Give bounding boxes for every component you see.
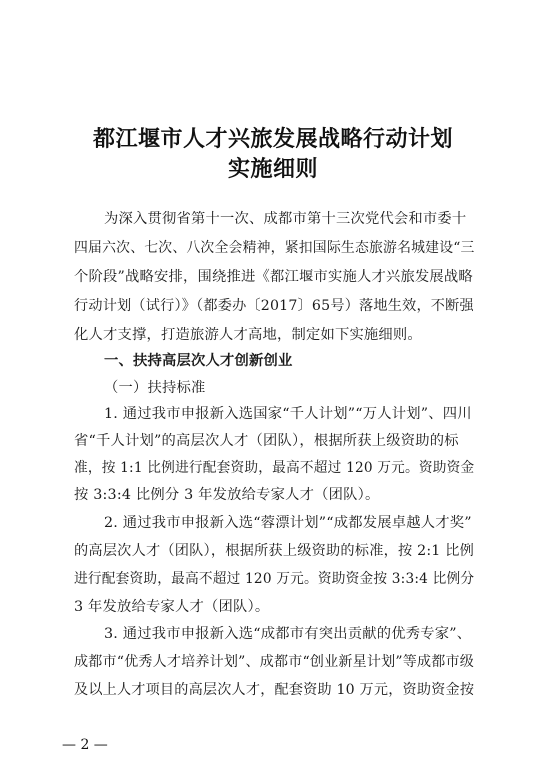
paragraph-line: 化人才支撑，打造旅游人才高地，制定如下实施细则。 xyxy=(74,327,422,343)
paragraph-line: 3. 通过我市申报新入选“成都市有突出贡献的优秀专家”、 xyxy=(104,626,472,642)
paragraph-line: 2. 通过我市申报新入选“蓉漂计划”“成都发展卓越人才奖” xyxy=(104,515,472,531)
paragraph-line: 1. 通过我市申报新入选国家“千人计划”“万人计划”、四川 xyxy=(104,406,472,422)
section-heading: 一、扶持高层次人才创新创业 xyxy=(104,353,293,369)
paragraph-line: 按 3:3:4 比例分 3 年发放给专家人才（团队）。 xyxy=(74,487,380,503)
paragraph-line: 准，按 1:1 比例进行配套资助，最高不超过 120 万元。资助资金 xyxy=(74,460,475,476)
paragraph-line: 的高层次人才（团队），根据所获上级资助的标准，按 2:1 比例 xyxy=(74,543,475,559)
paragraph-line: 为深入贯彻省第十一次、成都市第十三次党代会和市委十 xyxy=(104,211,467,227)
subsection-heading: （一）扶持标准 xyxy=(104,380,206,396)
paragraph-line: 进行配套资助，最高不超过 120 万元。资助资金按 3:3:4 比例分 xyxy=(74,571,475,587)
paragraph-line: 四届六次、七次、八次全会精神，紧扣国际生态旅游名城建设“三 xyxy=(74,240,475,256)
paragraph-line: 成都市“优秀人才培养计划”、成都市“创业新星计划”等成都市级 xyxy=(74,654,475,670)
paragraph-line: 个阶段”战略安排，围绕推进《都江堰市实施人才兴旅发展战略 xyxy=(74,269,473,285)
paragraph-line: 行动计划（试行）》（都委办〔2017〕65号）落地生效，不断强 xyxy=(74,298,474,314)
document-title-line1: 都江堰市人才兴旅发展战略行动计划 xyxy=(92,126,453,152)
paragraph-line: 及以上人才项目的高层次人才，配套资助 10 万元，资助资金按 xyxy=(74,682,475,698)
document-title-line2: 实施细则 xyxy=(227,156,318,182)
page-number: — 2 — xyxy=(62,737,108,753)
paragraph-line: 省“千人计划”的高层次人才（团队），根据所获上级资助的标 xyxy=(74,433,459,449)
paragraph-line: 3 年发放给专家人才（团队）。 xyxy=(74,599,270,615)
